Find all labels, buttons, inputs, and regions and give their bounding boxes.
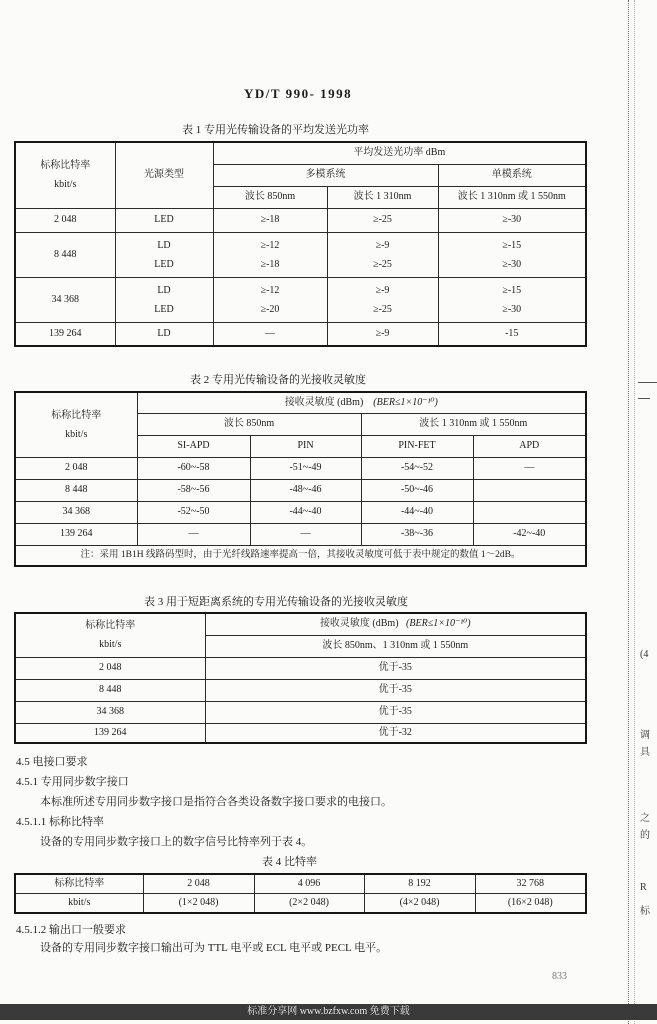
t1-source-ld: LD bbox=[157, 239, 171, 251]
watermark-banner: 标准分享网 www.bzfxw.com 免费下载 bbox=[0, 1004, 657, 1020]
t1-rate: 8 448 bbox=[15, 232, 115, 277]
t4-header-unit: kbit/s bbox=[15, 893, 143, 913]
table-row bbox=[15, 501, 586, 523]
t3-rate: 139 264 bbox=[15, 723, 205, 743]
t2-header-rate-label: 标称比特率 bbox=[51, 409, 102, 421]
t3-header-sensitivity bbox=[205, 613, 586, 635]
t4-multiple: (16×2 048) bbox=[475, 893, 586, 913]
t1-w850-ld: ≥-12 bbox=[260, 239, 280, 251]
t1-header-w1310-1550: 波长 1 310nm 或 1 550nm bbox=[438, 186, 586, 208]
table-row bbox=[15, 679, 586, 701]
t2-pin: -44~-40 bbox=[250, 501, 361, 523]
t1-rate: 139 264 bbox=[15, 322, 115, 346]
t4-multiple: (4×2 048) bbox=[364, 893, 475, 913]
t1-sm-led: ≥-30 bbox=[502, 303, 522, 315]
t1-source-led: LED bbox=[154, 303, 174, 315]
t1-header-w850: 波长 850nm bbox=[213, 186, 327, 208]
section-4-5-1-paragraph: 本标准所述专用同步数字接口是指符合各类设备数字接口要求的电接口。 bbox=[40, 796, 392, 808]
t1-sm-led: ≥-30 bbox=[502, 258, 522, 270]
edge-fragment: 调 bbox=[640, 730, 650, 741]
t1-header-rate bbox=[15, 142, 115, 208]
t4-multiple: (1×2 048) bbox=[143, 893, 254, 913]
table-3-caption: 表 3 用于短距离系统的专用光传输设备的光接收灵敏度 bbox=[144, 596, 408, 608]
table-row bbox=[15, 701, 586, 723]
t2-header-w1310-1550: 波长 1 310nm 或 1 550nm bbox=[361, 413, 586, 435]
t2-siapd: — bbox=[137, 523, 250, 545]
t2-header-pinfet: PIN-FET bbox=[361, 435, 473, 457]
t1-rate: 34 368 bbox=[15, 277, 115, 322]
t1-source bbox=[115, 277, 213, 322]
t2-apd bbox=[473, 501, 586, 523]
t2-header-ber: (BER≤1×10⁻¹⁰) bbox=[373, 396, 438, 408]
section-4-5-1-1-paragraph: 设备的专用同步数字接口上的数字信号比特率列于表 4。 bbox=[40, 836, 313, 848]
t2-header-rate bbox=[15, 392, 137, 457]
t1-header-rate-label: 标称比特率 bbox=[40, 160, 91, 172]
t1-sm: -15 bbox=[438, 322, 586, 346]
t4-multiple: (2×2 048) bbox=[254, 893, 364, 913]
t3-header-rate bbox=[15, 613, 205, 657]
t2-pinfet: -50~-46 bbox=[361, 479, 473, 501]
t1-sm bbox=[438, 277, 586, 322]
t1-header-rate-unit: kbit/s bbox=[54, 179, 77, 191]
t3-value: 优于-35 bbox=[205, 679, 586, 701]
t2-pin: -48~-46 bbox=[250, 479, 361, 501]
t2-pin: -51~-49 bbox=[250, 457, 361, 479]
t2-rate: 139 264 bbox=[15, 523, 137, 545]
t1-sm-ld: ≥-15 bbox=[502, 239, 522, 251]
page-edge-tick bbox=[638, 398, 650, 399]
table-row bbox=[15, 723, 586, 743]
edge-fragment: 标 bbox=[640, 906, 650, 917]
t2-header-pin: PIN bbox=[250, 435, 361, 457]
table-row bbox=[15, 277, 586, 322]
t1-w850-led: ≥-20 bbox=[260, 303, 280, 315]
t1-w1310-led: ≥-25 bbox=[373, 258, 392, 270]
t3-header-wavelength: 波长 850nm、1 310nm 或 1 550nm bbox=[205, 635, 586, 657]
table-2-caption: 表 2 专用光传输设备的光接收灵敏度 bbox=[190, 374, 366, 386]
t3-header-sens-label: 接收灵敏度 (dBm) bbox=[319, 618, 399, 630]
t1-header-singlemode: 单模系统 bbox=[438, 164, 586, 186]
t2-header-apd: APD bbox=[473, 435, 586, 457]
t1-source-led: LED bbox=[154, 258, 174, 270]
t2-header-rate-unit: kbit/s bbox=[65, 428, 88, 440]
t3-rate: 2 048 bbox=[15, 657, 205, 679]
t1-w1310 bbox=[327, 232, 438, 277]
table-row bbox=[15, 322, 586, 346]
t1-w850: ≥-18 bbox=[213, 208, 327, 232]
t3-value: 优于-35 bbox=[205, 657, 586, 679]
document-code: YD/T 990- 1998 bbox=[244, 86, 353, 101]
t1-sm: ≥-30 bbox=[438, 208, 586, 232]
t1-w850 bbox=[213, 277, 327, 322]
section-4-5-1-2-paragraph: 设备的专用同步数字接口输出可为 TTL 电平或 ECL 电平或 PECL 电平。 bbox=[40, 942, 388, 954]
edge-fragment: 具 bbox=[640, 747, 650, 758]
t4-header-rate: 标称比特率 bbox=[15, 874, 143, 893]
table-row bbox=[15, 457, 586, 479]
section-4-5-1-2-heading: 4.5.1.2 输出口一般要求 bbox=[16, 924, 126, 936]
t2-header-sensitivity bbox=[137, 392, 586, 413]
t1-source: LED bbox=[115, 208, 213, 232]
t1-header-power: 平均发送光功率 dBm bbox=[213, 142, 586, 164]
t1-w1310: ≥-25 bbox=[327, 208, 438, 232]
t3-header-rate-unit: kbit/s bbox=[99, 639, 122, 651]
table-4-caption: 表 4 比特率 bbox=[262, 856, 317, 868]
t2-siapd: -52~-50 bbox=[137, 501, 250, 523]
edge-fragment: R bbox=[640, 882, 647, 893]
t4-rate: 8 192 bbox=[364, 874, 475, 893]
t2-header-siapd: SI-APD bbox=[137, 435, 250, 457]
t1-sm-ld: ≥-15 bbox=[502, 284, 522, 296]
t2-rate: 8 448 bbox=[15, 479, 137, 501]
t2-header-sens-label: 接收灵敏度 (dBm) bbox=[284, 396, 364, 408]
t2-pinfet: -38~-36 bbox=[361, 523, 473, 545]
edge-fragment: 之 bbox=[640, 813, 650, 824]
table-4 bbox=[14, 873, 587, 914]
table-1-caption: 表 1 专用光传输设备的平均发送光功率 bbox=[182, 124, 369, 136]
table-row bbox=[15, 479, 586, 501]
t1-w1310-led: ≥-25 bbox=[373, 303, 392, 315]
table-row bbox=[15, 874, 586, 893]
t2-apd bbox=[473, 479, 586, 501]
t1-source bbox=[115, 232, 213, 277]
t1-sm bbox=[438, 232, 586, 277]
table-row bbox=[15, 657, 586, 679]
page-number: 833 bbox=[552, 971, 567, 982]
edge-fragment: 的 bbox=[640, 830, 650, 841]
t2-siapd: -60~-58 bbox=[137, 457, 250, 479]
t2-header-w850: 波长 850nm bbox=[137, 413, 361, 435]
t1-w1310: ≥-9 bbox=[327, 322, 438, 346]
t3-header-ber: (BER≤1×10⁻¹⁰) bbox=[406, 618, 471, 630]
t2-siapd: -58~-56 bbox=[137, 479, 250, 501]
t1-header-source: 光源类型 bbox=[115, 142, 213, 208]
t1-source: LD bbox=[115, 322, 213, 346]
t4-rate: 2 048 bbox=[143, 874, 254, 893]
t3-rate: 34 368 bbox=[15, 701, 205, 723]
t2-note: 注：采用 1B1H 线路码型时，由于光纤线路速率提高一倍，其接收灵敏度可低于表中规定的数值 1～2dB。 bbox=[15, 545, 586, 566]
t2-pinfet: -44~-40 bbox=[361, 501, 473, 523]
table-2 bbox=[14, 391, 587, 567]
t3-rate: 8 448 bbox=[15, 679, 205, 701]
t3-value: 优于-35 bbox=[205, 701, 586, 723]
table-3 bbox=[14, 612, 587, 744]
table-row bbox=[15, 893, 586, 913]
t2-rate: 34 368 bbox=[15, 501, 137, 523]
t1-w850 bbox=[213, 232, 327, 277]
t1-w850-ld: ≥-12 bbox=[260, 284, 280, 296]
edge-fragment: (4 bbox=[640, 649, 649, 660]
t1-rate: 2 048 bbox=[15, 208, 115, 232]
section-4-5-1-heading: 4.5.1 专用同步数字接口 bbox=[16, 776, 129, 788]
table-1 bbox=[14, 141, 587, 347]
t1-header-multimode: 多模系统 bbox=[213, 164, 438, 186]
t1-w1310-ld: ≥-9 bbox=[375, 239, 390, 251]
t2-pinfet: -54~-52 bbox=[361, 457, 473, 479]
section-4-5-1-1-heading: 4.5.1.1 标称比特率 bbox=[16, 816, 104, 828]
t1-source-ld: LD bbox=[157, 284, 171, 296]
t1-w1310 bbox=[327, 277, 438, 322]
table-row bbox=[15, 232, 586, 277]
t2-pin: — bbox=[250, 523, 361, 545]
t2-apd: -42~-40 bbox=[473, 523, 586, 545]
t1-header-w1310: 波长 1 310nm bbox=[327, 186, 438, 208]
t3-header-rate-label: 标称比特率 bbox=[85, 620, 136, 632]
page-edge-tick bbox=[638, 382, 657, 383]
section-4-5-heading: 4.5 电接口要求 bbox=[16, 756, 88, 768]
t2-apd: — bbox=[473, 457, 586, 479]
table-row bbox=[15, 208, 586, 232]
t1-w1310-ld: ≥-9 bbox=[375, 284, 390, 296]
t1-w850: — bbox=[213, 322, 327, 346]
t2-rate: 2 048 bbox=[15, 457, 137, 479]
table-row bbox=[15, 523, 586, 545]
t3-value: 优于-32 bbox=[205, 723, 586, 743]
page-edge-line bbox=[628, 0, 629, 1024]
page-edge-line bbox=[634, 0, 635, 1024]
t4-rate: 32 768 bbox=[475, 874, 586, 893]
t4-rate: 4 096 bbox=[254, 874, 364, 893]
t1-w850-led: ≥-18 bbox=[260, 258, 280, 270]
